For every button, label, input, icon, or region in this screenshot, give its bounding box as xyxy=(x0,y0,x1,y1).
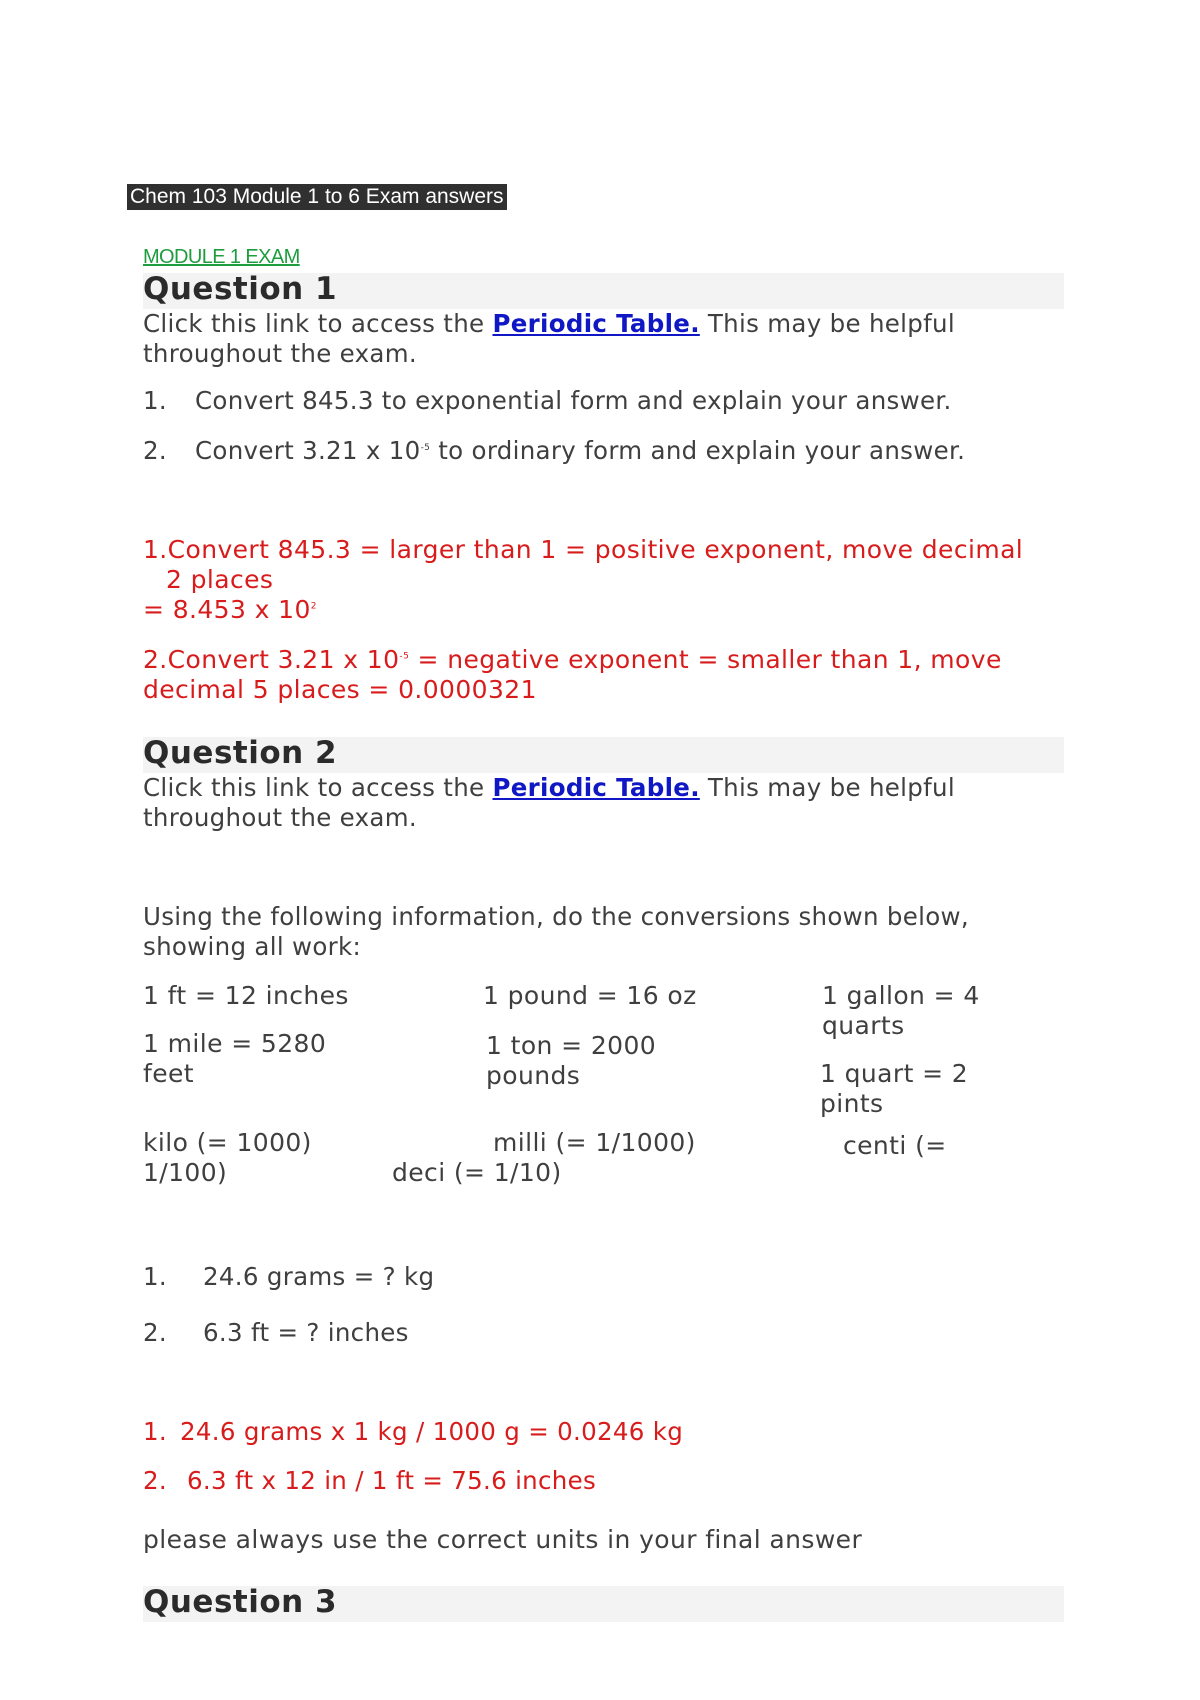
item-text: Convert 845.3 to exponential form and explain your answer. xyxy=(195,386,952,415)
conversion-gallon: 1 gallon = 4 quarts xyxy=(822,981,980,1040)
item-number: 1. xyxy=(143,1417,167,1446)
list-item xyxy=(143,1318,409,1347)
question-title: Question 3 xyxy=(143,1584,338,1620)
item-text: Convert 3.21 x $10^{-5}$ to ordinary form and explain your answer. xyxy=(195,436,966,465)
intro-text-line2: throughout the exam. xyxy=(143,339,417,368)
answer-text: 6.3 ft x 12 in / 1 ft = 75.6 inches xyxy=(187,1466,597,1495)
periodic-table-link[interactable]: Periodic Table. xyxy=(492,309,700,338)
question-2-header xyxy=(143,737,1064,773)
item-number: 2. xyxy=(143,1318,167,1347)
question-3-header xyxy=(143,1586,1064,1622)
question-2-instructions: Using the following information, do the conversions shown below, showing all work: xyxy=(143,902,969,961)
prefix-hundredth: 1/100) xyxy=(143,1158,228,1187)
answer-2-line1: 2.Convert 3.21 x $10^{-5}$ = negative exponent = smaller than 1, move xyxy=(143,645,1002,674)
units-note: please always use the correct units in your final answer xyxy=(143,1525,863,1554)
intro-text: Click this link to access the xyxy=(143,309,493,338)
conversion-ft-inches: 1 ft = 12 inches xyxy=(143,981,349,1010)
item-number: 1. xyxy=(143,386,167,415)
prefix-kilo: kilo (= 1000) xyxy=(143,1128,312,1157)
answer-1-line3: = 8.453 x $10^2$ xyxy=(143,595,317,624)
question-1-header xyxy=(143,273,1064,309)
module-heading[interactable]: MODULE 1 EXAM xyxy=(143,246,300,268)
answer-item xyxy=(143,1466,597,1495)
conversion-mile: 1 mile = 5280 feet xyxy=(143,1029,327,1088)
question-2-intro xyxy=(143,773,1083,833)
answer-item xyxy=(143,1417,684,1446)
list-item xyxy=(143,436,966,465)
prefix-centi: centi (= xyxy=(843,1131,947,1160)
item-text: 6.3 ft = ? inches xyxy=(203,1318,409,1347)
question-1-intro xyxy=(143,309,1083,369)
item-number: 2. xyxy=(143,1466,167,1495)
list-item xyxy=(143,1262,435,1291)
answer-2-line2: decimal 5 places = 0.0000321 xyxy=(143,675,537,704)
answer-1-line1: 1.Convert 845.3 = larger than 1 = positive exponent, move decimal xyxy=(143,535,1024,564)
prefix-deci: deci (= 1/10) xyxy=(392,1158,562,1187)
intro-text-after: This may be helpful xyxy=(699,773,955,802)
answer-1-line2: 2 places xyxy=(166,565,274,594)
item-number: 2. xyxy=(143,436,167,465)
item-text: 24.6 grams = ? kg xyxy=(203,1262,435,1291)
question-title: Question 2 xyxy=(143,735,338,771)
intro-text-after: This may be helpful xyxy=(699,309,955,338)
prefix-milli: milli (= 1/1000) xyxy=(493,1128,696,1157)
conversion-pound-oz: 1 pound = 16 oz xyxy=(483,981,697,1010)
document-title: Chem 103 Module 1 to 6 Exam answers xyxy=(127,184,507,210)
item-number: 1. xyxy=(143,1262,167,1291)
question-title: Question 1 xyxy=(143,271,338,307)
conversion-quart: 1 quart = 2 pints xyxy=(820,1059,969,1118)
intro-text-line2: throughout the exam. xyxy=(143,803,417,832)
list-item xyxy=(143,386,952,415)
conversion-ton: 1 ton = 2000 pounds xyxy=(486,1031,657,1090)
periodic-table-link[interactable]: Periodic Table. xyxy=(492,773,700,802)
answer-text: 24.6 grams x 1 kg / 1000 g = 0.0246 kg xyxy=(180,1417,684,1446)
intro-text: Click this link to access the xyxy=(143,773,493,802)
